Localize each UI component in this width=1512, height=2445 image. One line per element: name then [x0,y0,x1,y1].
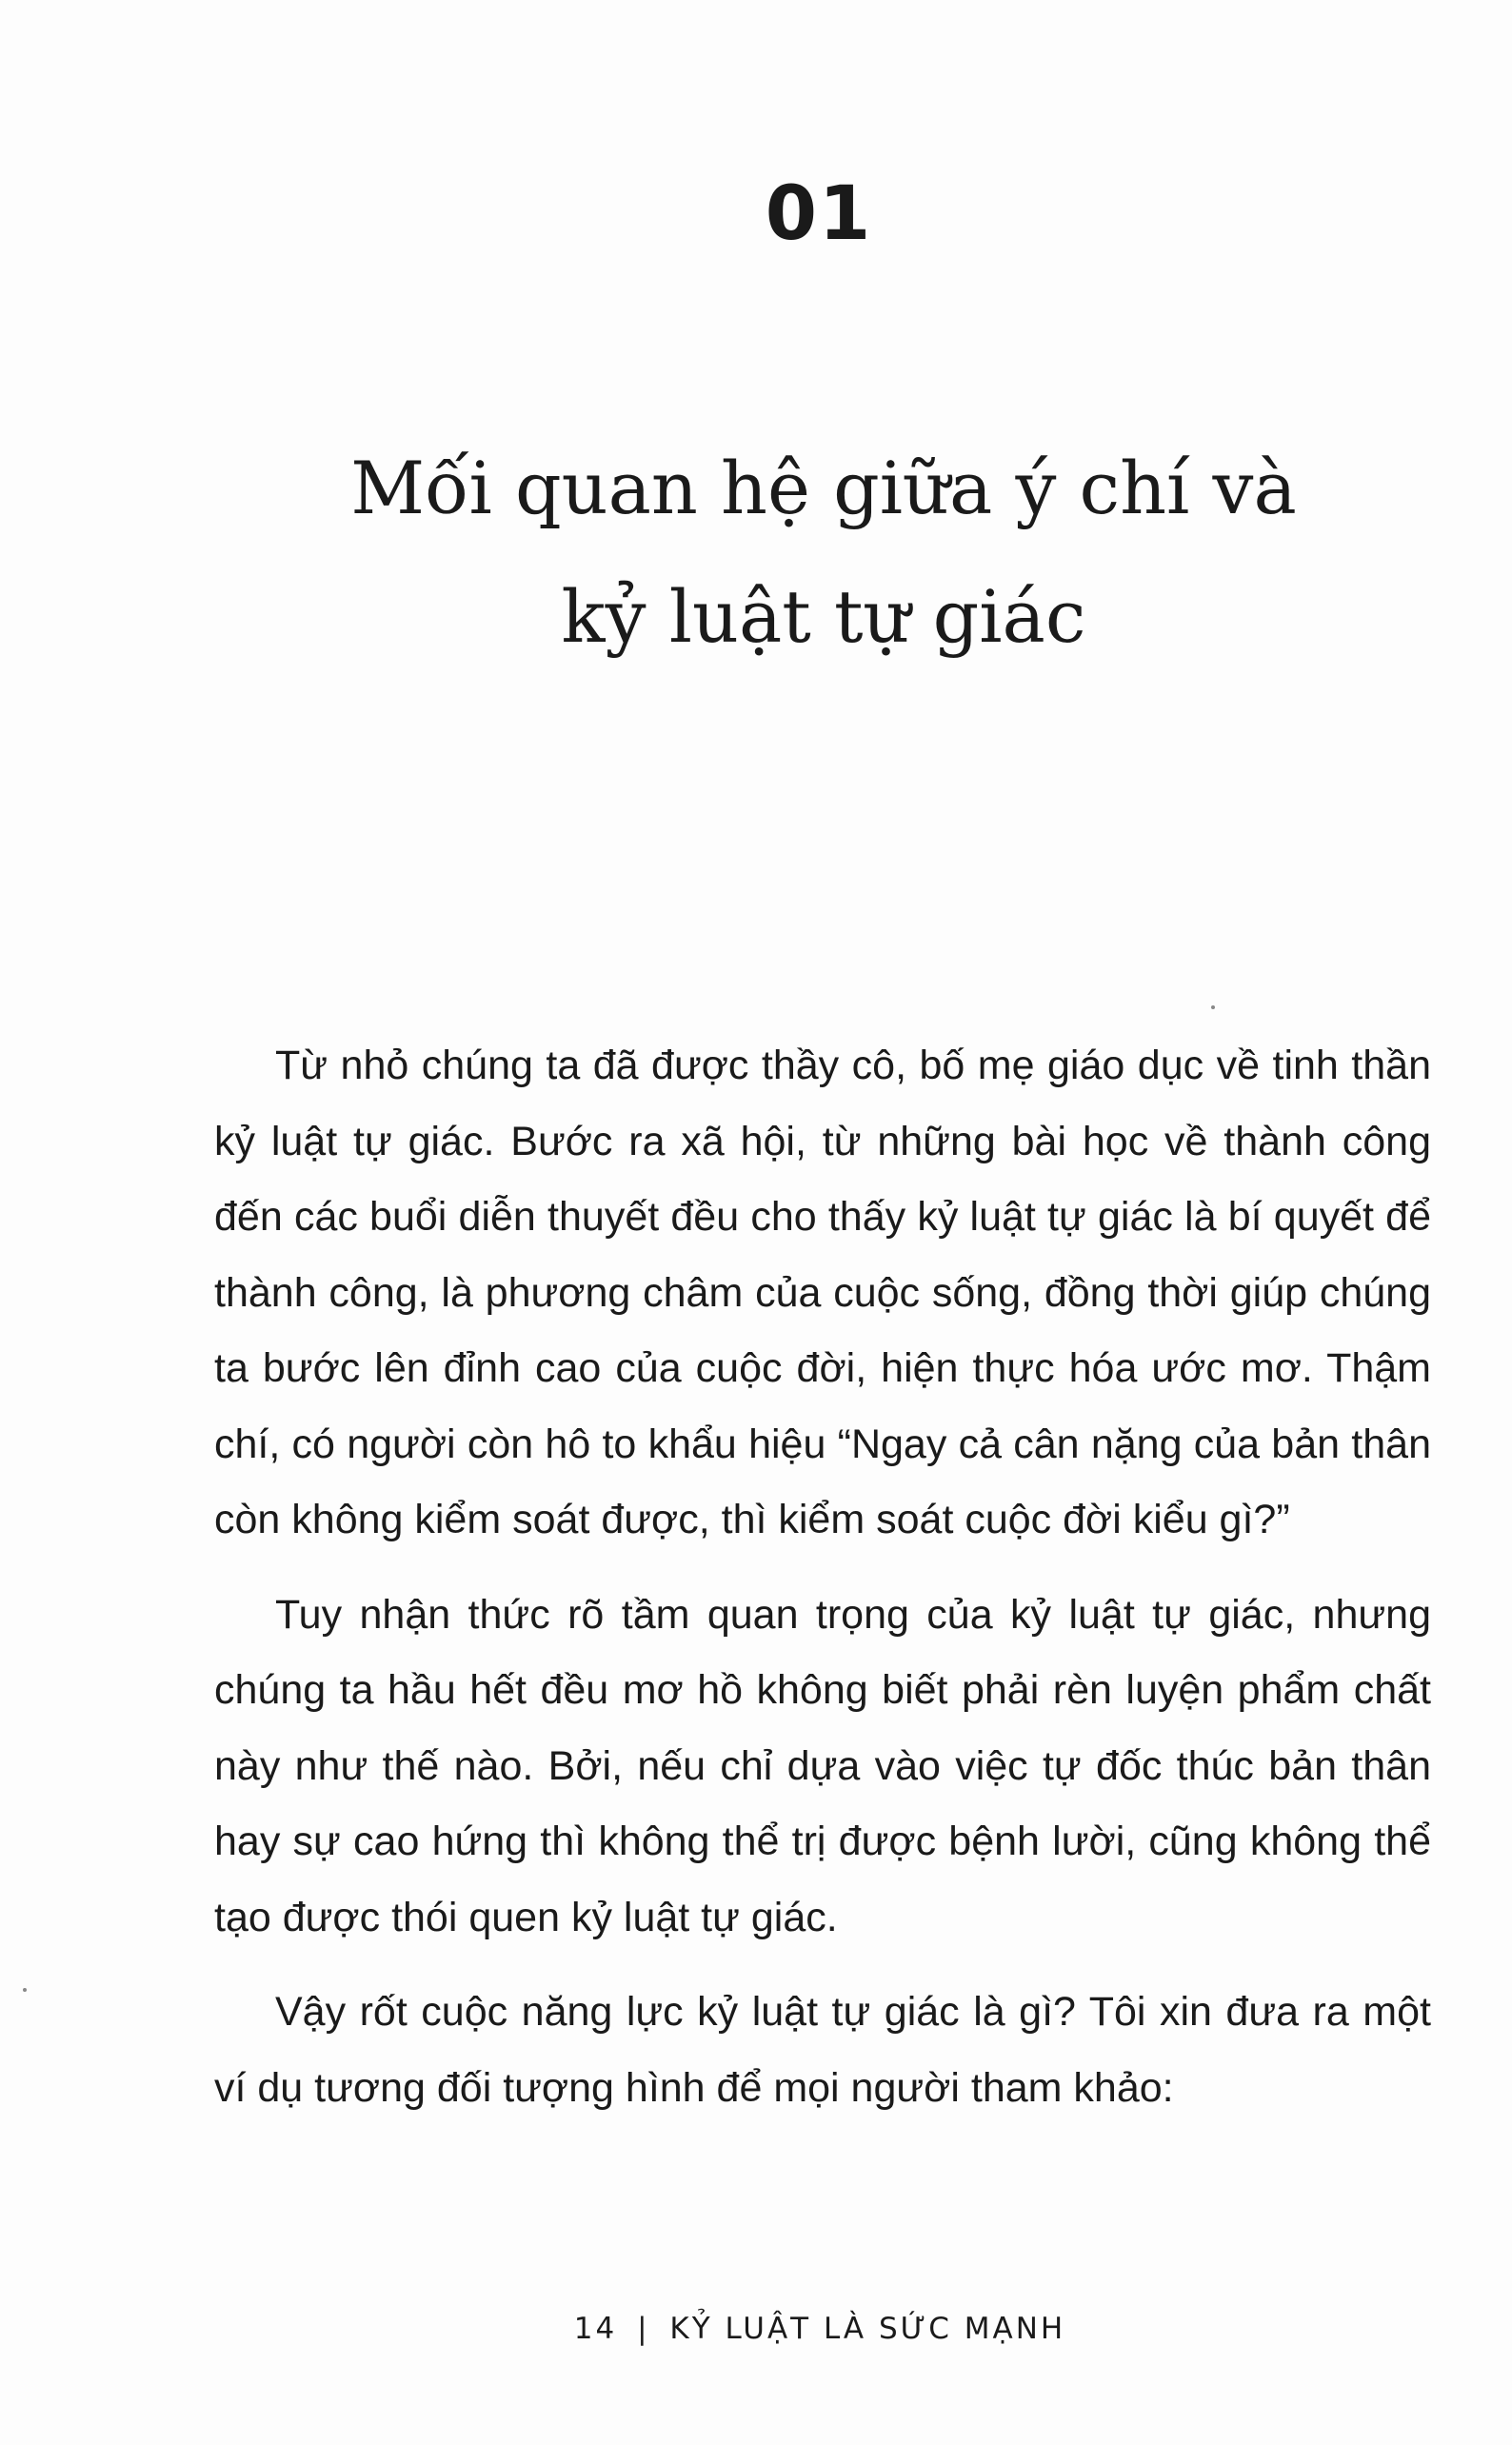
footer-separator: | [637,2312,650,2346]
paragraph-1: Từ nhỏ chúng ta đã được thầy cô, bố mẹ giáo dục về tinh thần kỷ luật tự giác. Bước ra xã hội, từ những bài học về thành công đến các buổi diễn thuyết đều cho thấy kỷ luật tự giác là bí quyết để thành công, là phương châm của cuộc sống, đồng thời giúp chúng ta bước lên đỉnh cao của cuộc đời, hiện thực hóa ước mơ. Thậm chí, có người còn hô to khẩu hiệu “Ngay cả cân nặng của bản thân còn không kiểm soát được, thì kiểm soát cuộc đời kiểu gì?” [214,1043,1431,1542]
running-title: KỶ LUẬT LÀ SỨC MẠNH [669,2312,1066,2346]
paragraph-3: Vậy rốt cuộc năng lực kỷ luật tự giác là gì? Tôi xin đưa ra một ví dụ tương đối tượng hình để mọi người tham khảo: [214,1989,1431,2111]
chapter-title-line-1: Mối quan hệ giữa ý chí và [350,446,1297,530]
scan-speck [1211,1005,1215,1009]
page-footer [0,2312,1512,2346]
page-number: 14 [573,2312,618,2346]
chapter-title [314,424,1333,681]
paragraph-2: Tuy nhận thức rõ tầm quan trọng của kỷ luật tự giác, nhưng chúng ta hầu hết đều mơ hồ không biết phải rèn luyện phẩm chất này như thế nào. Bởi, nếu chỉ dựa vào việc tự đốc thúc bản thân hay sự cao hứng thì không thể trị được bệnh lười, cũng không thể tạo được thói quen kỷ luật tự giác. [214,1591,1431,1940]
scan-speck [23,1988,27,1992]
chapter-number: 01 [765,171,873,257]
body-text [214,1028,1431,2145]
chapter-title-line-2: kỷ luật tự giác [561,574,1086,659]
